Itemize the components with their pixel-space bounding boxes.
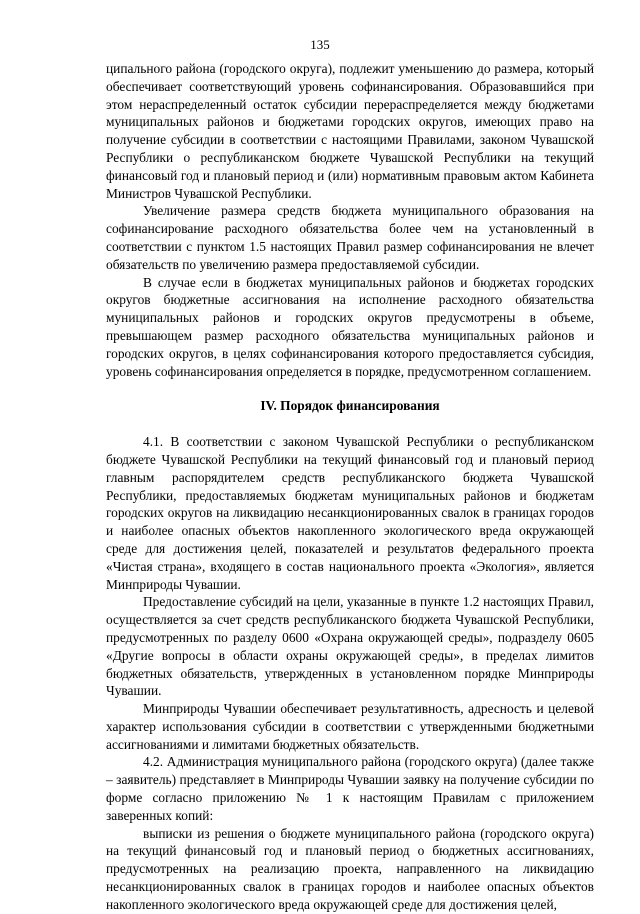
document-body bbox=[106, 60, 594, 914]
page-number: 135 bbox=[310, 37, 330, 52]
paragraph: В случае если в бюджетах муниципальных районов и бюджетах городских округов бюджетные ассигнования на исполнение расходного обязательства муниципальных районов и городских округов предусмотрены в объеме, превышающем размер расходного обязательства муниципальных районов и городских округов, в целях софинансирования которого предоставляется субсидия, уровень софинансирования определяется в порядке, предусмотренном соглашением. bbox=[106, 274, 594, 379]
paragraph: выписки из решения о бюджете муниципального района (городского округа) на текущий финансовый год и плановый период о бюджетных ассигнованиях, предусмотренных на реализацию проекта, направленного на ликвидацию несанкционированных свалок в границах городов и наиболее опасных объектов накопленного экологического вреда окружающей среде для достижения целей, bbox=[106, 825, 594, 912]
paragraph: 4.1. В соответствии с законом Чувашской Республики о республиканском бюджете Чувашской Республики на текущий финансовый год и плановый период главным распорядителем средств республиканского бюджета Чувашской Республики, предоставляемых бюджетам муниципальных районов и бюджетам городских округов на ликвидацию несанкционированных свалок в границах городов и наиболее опасных объектов накопленного экологического вреда окружающей среде для достижения целей, показателей и результатов федерального проекта «Чистая страна», входящего в состав национального проекта «Экология», является Минприроды Чувашии. bbox=[106, 434, 594, 592]
paragraph: Минприроды Чувашии обеспечивает результативность, адресность и целевой характер использования субсидии в соответствии с утвержденными бюджетными ассигнованиями и лимитами бюджетных обязательств. bbox=[106, 701, 594, 752]
paragraph: Предоставление субсидий на цели, указанные в пункте 1.2 настоящих Правил, осуществляется за счет средств республиканского бюджета Чувашской Республики, предусмотренных по разделу 0600 «Охрана окружающей среды», подразделу 0605 «Другие вопросы в области охраны окружающей среды», в пределах лимитов бюджетных обязательств, утвержденных в установленном порядке Минприроды Чувашии. bbox=[106, 594, 594, 699]
paragraph: Увеличение размера средств бюджета муниципального образования на софинансирование расходного обязательства более чем на установленный в соответствии с пунктом 1.5 настоящих Правил размер софинансирования не влечет обязательств по увеличению размера предоставляемой субсидии. bbox=[106, 203, 594, 272]
section-heading: IV. Порядок финансирования bbox=[260, 398, 440, 414]
paragraph: 4.2. Администрация муниципального района (городского округа) (далее также – заявитель) представляет в Минприроды Чувашии заявку на получение субсидии по форме согласно приложению № 1 к настоящим Правилам с приложением заверенных копий: bbox=[106, 754, 594, 823]
paragraph: ципального района (городского округа), подлежит уменьшению до размера, который обеспечивает соответствующий уровень софинансирования. Образовавшийся при этом нераспределенный остаток субсидии перераспределяется между бюджетами муниципальных районов и бюджетами городских округов, имеющих право на получение субсидии в соответствии с настоящими Правилами, законом Чувашской Республики о республиканском бюджете Чувашской Республики на текущий финансовый год и плановый период и (или) нормативным правовым актом Кабинета Министров Чувашской Республики. bbox=[106, 61, 594, 201]
